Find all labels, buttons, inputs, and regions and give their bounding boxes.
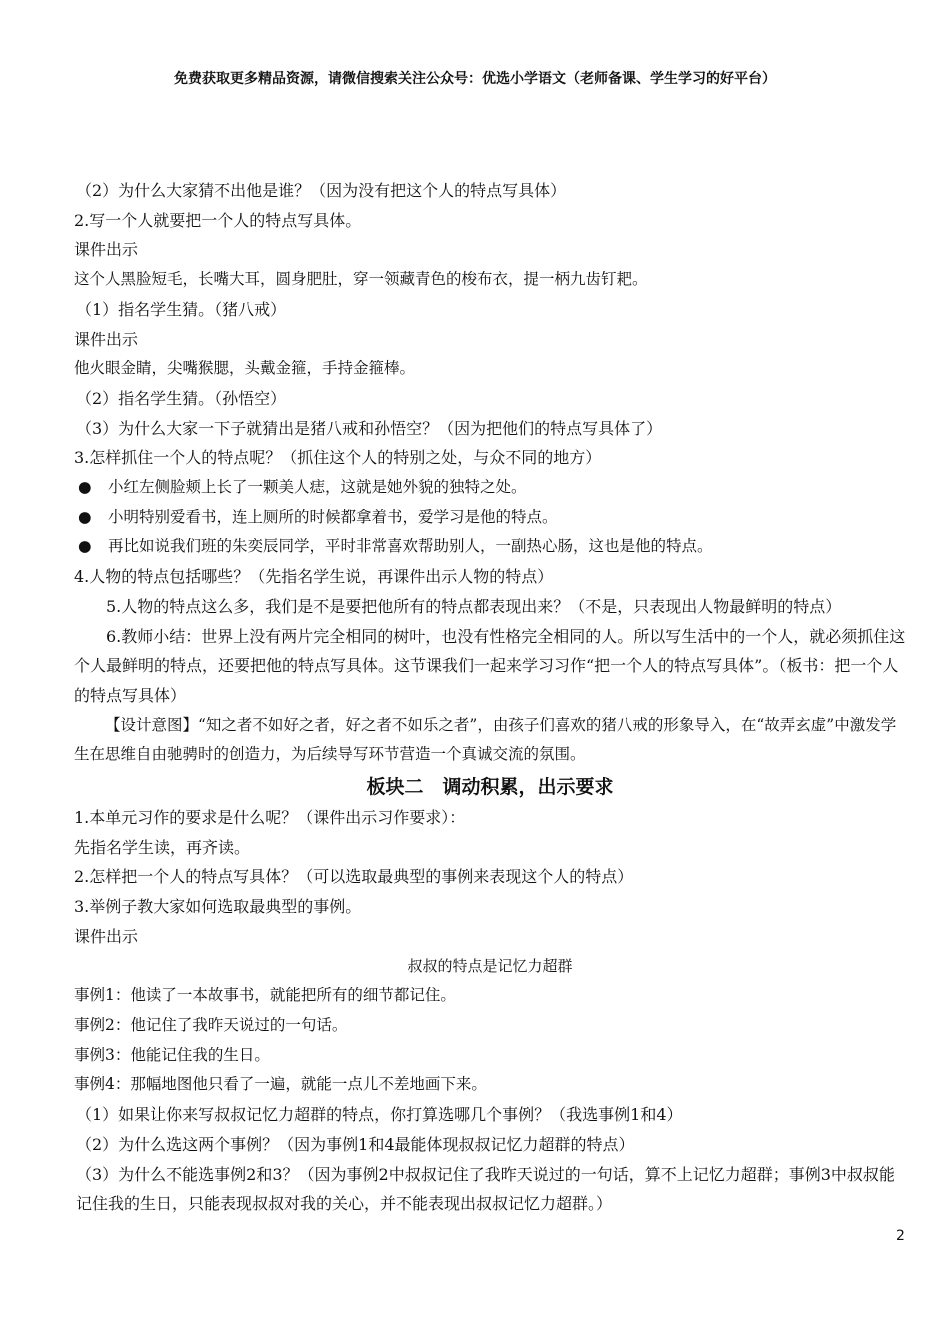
example-item: 事例1：他读了一本故事书，就能把所有的细节都记住。: [74, 986, 456, 1005]
section-heading: 板块二 调动积累，出示要求: [366, 776, 614, 799]
example-title: 叔叔的特点是记忆力超群: [407, 956, 573, 975]
paragraph: 课件出示: [74, 329, 139, 349]
bullet-icon: ●: [78, 507, 92, 526]
paragraph: （3）为什么不能选事例2和3？（因为事例2中叔叔记住了我昨天说过的一句话，算不上记忆力超群；事例3中叔叔能记住我的生日，只能表现叔叔对我的关心，并不能表现出叔叔记忆力超群。）: [76, 1164, 895, 1214]
page-header-banner: 免费获取更多精品资源，请微信搜索关注公众号：优选小学语文（老师备课、学生学习的好平台）: [174, 71, 776, 87]
paragraph: 1.本单元习作的要求是什么呢？（课件出示习作要求）：: [74, 808, 466, 828]
paragraph: 先指名学生读，再齐读。: [74, 837, 251, 857]
paragraph: （1）如果让你来写叔叔记忆力超群的特点，你打算选哪几个事例？（我选事例1和4）: [76, 1105, 683, 1125]
paragraph: （2）为什么大家猜不出他是谁？（因为没有把这个人的特点写具体）: [76, 181, 567, 200]
courseware-text: 这个人黑脸短毛，长嘴大耳，圆身肥肚，穿一领藏青色的梭布衣，提一柄九齿钉耙。: [74, 270, 648, 289]
paragraph: 课件出示: [74, 926, 139, 946]
paragraph: 课件出示: [74, 240, 139, 260]
design-intent: 【设计意图】“知之者不如好之者，好之者不如乐之者”，由孩子们喜欢的猪八戒的形象导入，在“故弄玄虚”中激发学生在思维自由驰骋时的创造力，为后续导写环节营造一个真诚交流的氛围。: [74, 715, 897, 764]
courseware-text: 他火眼金睛，尖嘴猴腮，头戴金箍，手持金箍棒。: [74, 359, 416, 378]
paragraph: （2）指名学生猜。（孙悟空）: [76, 388, 287, 408]
page-number: 2: [896, 1228, 905, 1244]
paragraph: 5.人物的特点这么多，我们是不是要把他所有的特点都表现出来？（不是，只表现出人物最鲜明的特点）: [106, 596, 842, 616]
bullet-item: ● 小红左侧脸颊上长了一颗美人痣，这就是她外貌的独特之处。: [74, 473, 906, 503]
bullet-icon: ●: [78, 537, 92, 556]
paragraph: 2.怎样把一个人的特点写具体？（可以选取最典型的事例来表现这个人的特点）: [74, 867, 634, 887]
document-body: [74, 176, 906, 1219]
paragraph: 2.写一个人就要把一个人的特点写具体。: [74, 210, 362, 230]
paragraph: 4.人物的特点包括哪些？（先指名学生说，再课件出示人物的特点）: [74, 567, 554, 587]
paragraph: （2）为什么选这两个事例？（因为事例1和4最能体现叔叔记忆力超群的特点）: [76, 1134, 635, 1154]
bullet-item: ● 再比如说我们班的朱奕辰同学，平时非常喜欢帮助别人，一副热心肠，这也是他的特点。: [74, 532, 906, 562]
paragraph: 6.教师小结：世界上没有两片完全相同的树叶，也没有性格完全相同的人。所以写生活中的一个人，就必须抓住这个人最鲜明的特点，还要把他的特点写具体。这节课我们一起来学习习作“把一个人的特点写具体”。（板书：把一个人的特点写具体）: [74, 626, 906, 705]
paragraph: （3）为什么大家一下子就猜出是猪八戒和孙悟空？（因为把他们的特点写具体了）: [76, 418, 663, 438]
paragraph: 3.举例子教大家如何选取最典型的事例。: [74, 897, 362, 917]
bullet-icon: ●: [78, 478, 92, 497]
example-item: 事例2：他记住了我昨天说过的一句话。: [74, 1015, 348, 1034]
bullet-item: ● 小明特别爱看书，连上厕所的时候都拿着书，爱学习是他的特点。: [74, 503, 906, 533]
example-item: 事例4：那幅地图他只看了一遍，就能一点儿不差地画下来。: [74, 1075, 487, 1094]
example-item: 事例3：他能记住我的生日。: [74, 1045, 270, 1064]
paragraph: （1）指名学生猜。（猪八戒）: [76, 299, 287, 319]
paragraph: 3.怎样抓住一个人的特点呢？（抓住这个人的特别之处，与众不同的地方）: [74, 448, 602, 468]
